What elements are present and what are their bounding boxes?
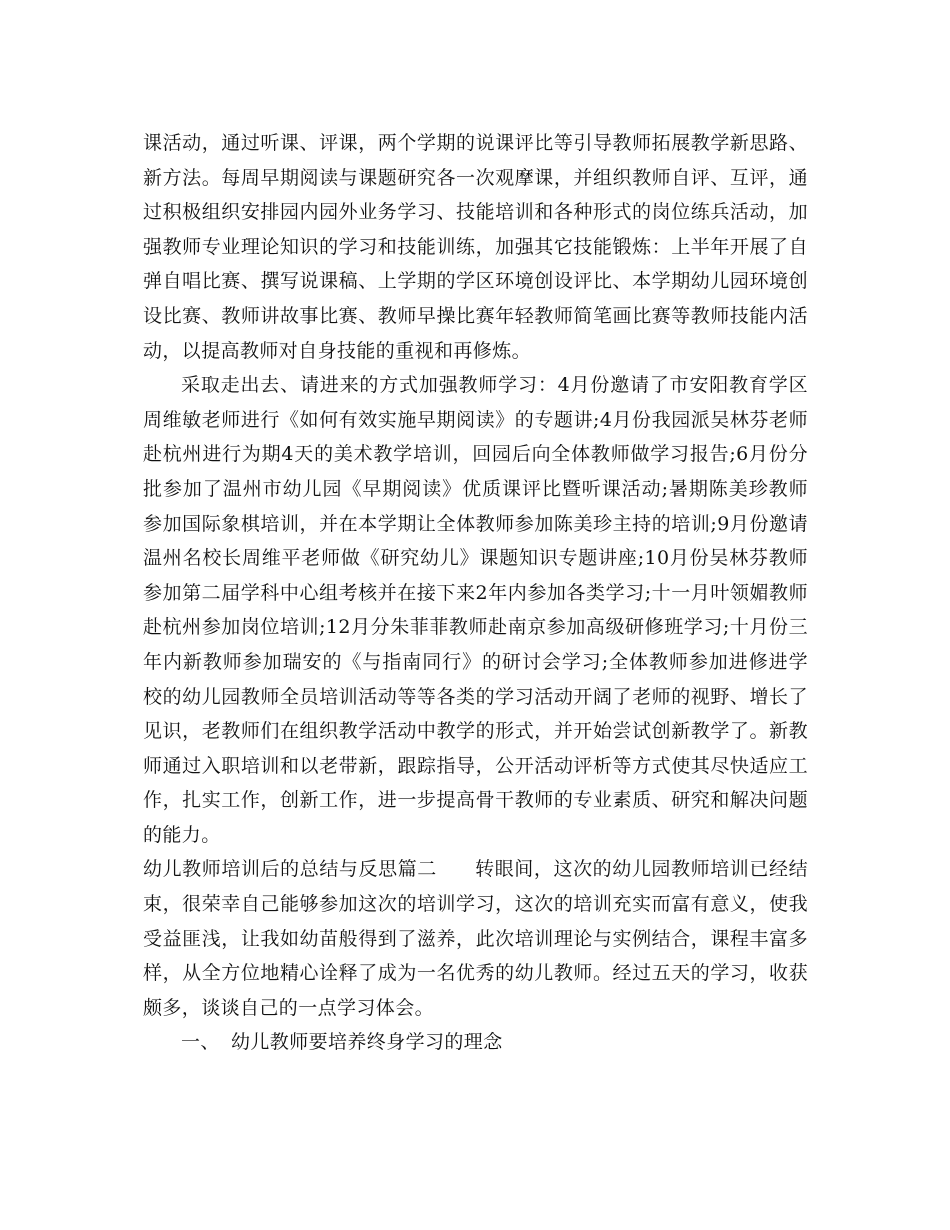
- document-body: [143, 126, 808, 1060]
- section-title: 幼儿教师培训后的总结与反思篇二: [143, 858, 437, 881]
- heading-text: 幼儿教师要培养终身学习的理念: [231, 1031, 503, 1054]
- section-heading: [143, 1025, 808, 1060]
- section-body: 转眼间，这次的幼儿园教师培训已经结束，很荣幸自己能够参加这次的培训学习，这次的培训充实而富有意义，使我受益匪浅，让我如幼苗般得到了滋养，此次培训理论与实例结合，课程丰富多样，从全方位地精心诠释了成为一名优秀的幼儿教师。经过五天的学习，收获颇多，谈谈自己的一点学习体会。: [143, 858, 808, 1019]
- section-paragraph: [143, 852, 808, 1025]
- paragraph-1: 课活动，通过听课、评课，两个学期的说课评比等引导教师拓展教学新思路、新方法。每周早期阅读与课题研究各一次观摩课，并组织教师自评、互评，通过积极组织安排园内园外业务学习、技能培训和各种形式的岗位练兵活动，加强教师专业理论知识的学习和技能训练，加强其它技能锻炼：上半年开展了自弹自唱比赛、撰写说课稿、上学期的学区环境创设评比、本学期幼儿园环境创设比赛、教师讲故事比赛、教师早操比赛年轻教师简笔画比赛等教师技能内活动，以提高教师对自身技能的重视和再修炼。: [143, 132, 808, 362]
- paragraph-2: 采取走出去、请进来的方式加强教师学习：4月份邀请了市安阳教育学区周维敏老师进行《如何有效实施早期阅读》的专题讲;4月份我园派吴林芬老师赴杭州进行为期4天的美术教学培训，回园后向全体教师做学习报告;6月份分批参加了温州市幼儿园《早期阅读》优质课评比暨听课活动;暑期陈美珍教师参加国际象棋培训，并在本学期让全体教师参加陈美珍主持的培训;9月份邀请温州名校长周维平老师做《研究幼儿》课题知识专题讲座;10月份吴林芬教师参加第二届学科中心组考核并在接下来2年内参加各类学习;十一月叶领媚教师赴杭州参加岗位培训;12月分朱菲菲教师赴南京参加高级研修班学习;十月份三年内新教师参加瑞安的《与指南同行》的研讨会学习;全体教师参加进修进学校的幼儿园教师全员培训活动等等各类的学习活动开阔了老师的视野、增长了见识，老教师们在组织教学活动中教学的形式，并开始尝试创新教学了。新教师通过入职培训和以老带新，跟踪指导，公开活动评析等方式使其尽快适应工作，扎实工作，创新工作，进一步提高骨干教师的专业素质、研究和解决问题的能力。: [143, 374, 808, 846]
- heading-number: 一、: [181, 1031, 220, 1054]
